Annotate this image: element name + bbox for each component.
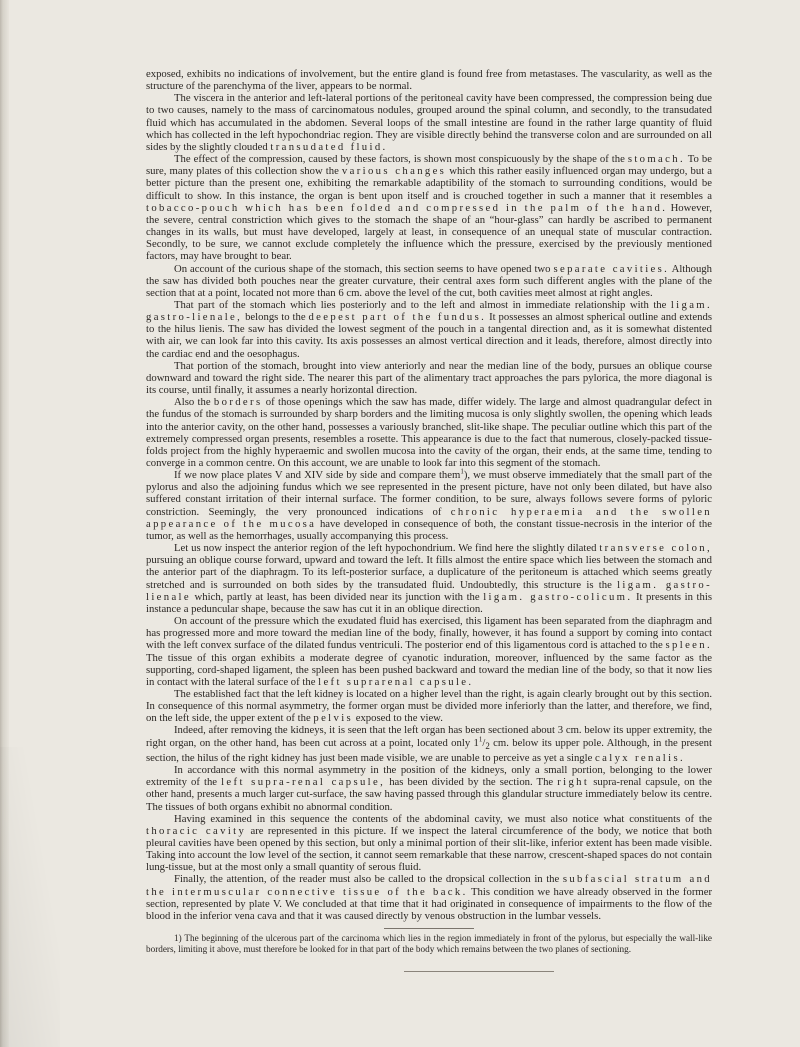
page-shadow	[0, 747, 60, 1047]
paragraph: If we now place plates V and XIV side by side and compare them$^1$), we must observe immediately that the small part of the pylorus and also the adjoining fundus which we see represented in the present picture, have not only been dilated, but have also suffered constant irritation of their internal surface. The former condition, to be sure, always follows severe forms of pyloric constriction. Seemingly, the very pronounced indications of chronic hyperaemia and the swollen appearance of the mucosa have developed in consequence of both, the constant tissue-necrosis in the interior of the tumor, as well as the hemorrhages, usually accompanying this process.	[146, 467, 713, 542]
spaced-emphasis: spleen.	[665, 639, 712, 652]
superscript: 1	[460, 467, 464, 476]
paragraph: Indeed, after removing the kidneys, it is seen that the left organ has been sectioned about 3 cm. below its upper extremity, the right organ, on the other hand, has been cut across at a point, located only $1^1/_2$ cm. below its upper pole. Although, in the present section, the hilus of the right kidney has just been made visible, we are unable to perceive as yet a single calyx renalis.	[146, 724, 712, 764]
page-body	[146, 68, 712, 972]
spaced-emphasis: ligam. gastro-lienale	[146, 578, 712, 603]
spaced-emphasis: subfascial stratum and the intermuscular connective tissue of the back.	[146, 873, 712, 898]
paragraph: The established fact that the left kidney is located on a higher level than the right, is again clearly brought out by this section. In consequence of this normal asymmetry, the former organ must be divided more inferiorly than the latter, and therefore, we find, on the left side, the upper extent of the pelvis exposed to the view.	[146, 687, 712, 725]
spaced-emphasis: transudated fluid.	[270, 140, 388, 153]
spaced-emphasis: separate cavities.	[553, 262, 670, 275]
paragraph: On account of the curious shape of the stomach, this section seems to have opened two separate cavities. Although the saw has divided both pouches near the greater curvature, their central axes form such different angles with the plane of the section that at a point, located not more than 6 cm. above the level of the cut, both cavities meet almost at right angles.	[146, 262, 712, 299]
end-rule	[404, 971, 554, 972]
subscript: 2	[485, 740, 490, 751]
spaced-emphasis: stomach.	[627, 153, 685, 166]
spaced-emphasis: chronic hyperaemia and the swollen appearance of the mucosa	[146, 505, 712, 530]
paragraph: exposed, exhibits no indications of involvement, but the entire gland is found free from metastases. The vascularity, as well as the structure of the parenchyma of the liver, appears to be normal.	[146, 68, 712, 93]
spaced-emphasis: transverse colon,	[599, 542, 712, 555]
paragraph: That part of the stomach which lies posteriorly and to the left and almost in immediate relationship with the ligam. gastro-lienale, belongs to the deepest part of the fundus. It possesses an almost spherical outline and extends to the hilus lienis. The saw has divided the lowest segment of the pouch in a tangental direction and, as it is somewhat distented with air, we can look far into this cavity. Its axis possesses an almost vertical direction and it leads, therefore, almost directly into the cardiac end and the oesophagus.	[146, 298, 712, 360]
text-body	[146, 68, 712, 922]
spaced-emphasis: various changes	[341, 165, 447, 178]
spaced-emphasis: right	[557, 776, 590, 789]
spaced-emphasis: ligam. gastro-colicum.	[483, 590, 633, 603]
paragraph: Let us now inspect the anterior region of the left hypochondrium. We find here the slightly dilated transverse colon, pursuing an oblique course forward, upward and toward the left. It fills almost the entire space which lies between the stomach and the anterior part of the diaphragm. To its left-posterior surface, a duplicature of the peritoneum is attached which seems greatly stretched and is surrounded on both sides by the transudated fluid. Undoubtedly, this structure is the ligam. gastro-lienale which, partly at least, has been divided near its junction with the ligam. gastro-colicum. It presents in this instance a peduncular shape, because the saw has cut it in an oblique direction.	[146, 542, 712, 615]
superscript: 1	[478, 735, 483, 744]
spaced-emphasis: left supra-renal capsule,	[221, 776, 386, 789]
paragraph: The viscera in the anterior and left-lateral portions of the peritoneal cavity have been compressed, the compression being due to two causes, namely to the mass of carcinomatous nodules, grouped around the spinal column, and secondly, to the transudated fluid which has accumulated in the abdomen. Several loops of the small intestine are found in the rather large quantity of fluid which has collected in the left hypochondriac region. They are visible directly behind the transverse colon and are surrounded on all sides by the slightly clouded transudated fluid.	[146, 92, 712, 153]
footnote: 1) The beginning of the ulcerous part of the carcinoma which lies in the region immediately in front of the pylorus, but especially the wall-like borders, limiting it above, must therefore be looked for in that part of the body which remains between the two planes of sectioning.	[146, 933, 712, 955]
footnote-rule	[384, 928, 474, 929]
paragraph: In accordance with this normal asymmetry in the position of the kidneys, only a small portion, belonging to the lower extremity of the left supra-renal capsule, has been divided by the section. The right supra-renal capsule, on the other hand, presents a much larger cut-surface, the saw having passed through this glandular structure immediately below its centre. The tissues of both organs exhibit no abnormal condition.	[146, 764, 712, 813]
spaced-emphasis: calyx renalis.	[595, 751, 685, 764]
spaced-emphasis: left suprarenal capsule.	[318, 675, 474, 688]
spaced-emphasis: ligam. gastro-lienale,	[146, 298, 712, 324]
spaced-emphasis: borders	[213, 396, 263, 409]
paragraph: On account of the pressure which the exudated fluid has exercised, this ligament has been separated from the diaphragm and has progressed more and more toward the median line of the body, finally, however, it has found a support by coming into contact with the left convex surface of the dilated fundus ventriculi. The posterior end of this ligamentous cord is attached to the spleen. The tissue of this organ exhibits a moderate degree of cyanotic induration, moreover, influenced by the same factor as the supporting, cord-shaped ligament, the spleen has been pushed backward and toward the median line of the body, so that it now lies in contact with the lateral surface of the left suprarenal capsule.	[146, 615, 712, 688]
spaced-emphasis: deepest part of the fundus.	[308, 311, 487, 324]
paragraph: The effect of the compression, caused by these factors, is shown most conspicuously by the shape of the stomach. To be sure, many plates of this collection show the various changes which this rather easily influenced organ may undergo, but a better picture than the present one, exhibiting the remarkable adaptibility of the stomach to surrounding conditions, would be difficult to show. In this instance, the organ is bent upon itself and is crouched together in such a manner that it resembles a tobacco-pouch which has been folded and compressed in the palm of the hand. However, the severe, central constriction which gives to the stomach the shape of an “hour-glass” can hardly be ascribed to permanent changes in its walls, but must have developed, largely at least, in consequence of an unequal state of muscular contraction. Secondly, to be sure, we cannot exclude completely the influence which the pressure, exercised by the previously mentioned factors, may have brought to bear.	[146, 153, 712, 263]
paragraph: That portion of the stomach, brought into view anteriorly and near the median line of the body, pursues an oblique course downward and toward the right side. The nearer this part of the alimentary tract approaches the pars pylorica, the more diagonal is its course, until finally, it assumes a nearly horizontal direction.	[146, 359, 712, 397]
paragraph: Finally, the attention, of the reader must also be called to the dropsical collection in the subfascial stratum and the intermuscular connective tissue of the back. This condition we have already observed in the former section, represented by plate V. We concluded at that time that it had originated in consequence of impairments to the flow of the blood in the inferior vena cava and that it was caused directly by venous obstruction in the lumbar vessels.	[146, 873, 713, 922]
spaced-emphasis: pelvis	[313, 712, 354, 725]
spaced-emphasis: tobacco-pouch which has been folded and compressed in the palm of the hand.	[146, 201, 668, 214]
spaced-emphasis: thoracic cavity	[146, 824, 247, 837]
paragraph: Having examined in this sequence the contents of the abdominal cavity, we must also notice what constituents of the thoracic cavity are represented in this picture. If we inspect the lateral circumference of the body, we notice that both pleural cavities have been opened by this section, but only a minimal portion of their slit-like, inferior extent has been made visible. Taking into account the low level of the section, it cannot seem remarkable that these narrow, crescent-shaped spaces do not contain lung-tissue, but at the most only a small quantity of serous fluid.	[146, 812, 713, 874]
paragraph: Also the borders of those openings which the saw has made, differ widely. The large and almost quadrangular defect in the fundus of the stomach is surrounded by sharp borders and the limiting mucosa is only slightly swollen, the opening which leads into the anterior cavity, on the other hand, possesses a variously branched, slit-like shape. The peculiar outline which this part of the extremely compressed organ presents, resembles a rosette. This appearance is due to the fact that numerous, closely-packed tissue-folds project from the highly hyperaemic and swollen mucosa into the cavity of the organ, their ends, at the same time, tending to converge in a common centre. On this account, we are unable to look far into this segment of the stomach.	[146, 396, 712, 469]
